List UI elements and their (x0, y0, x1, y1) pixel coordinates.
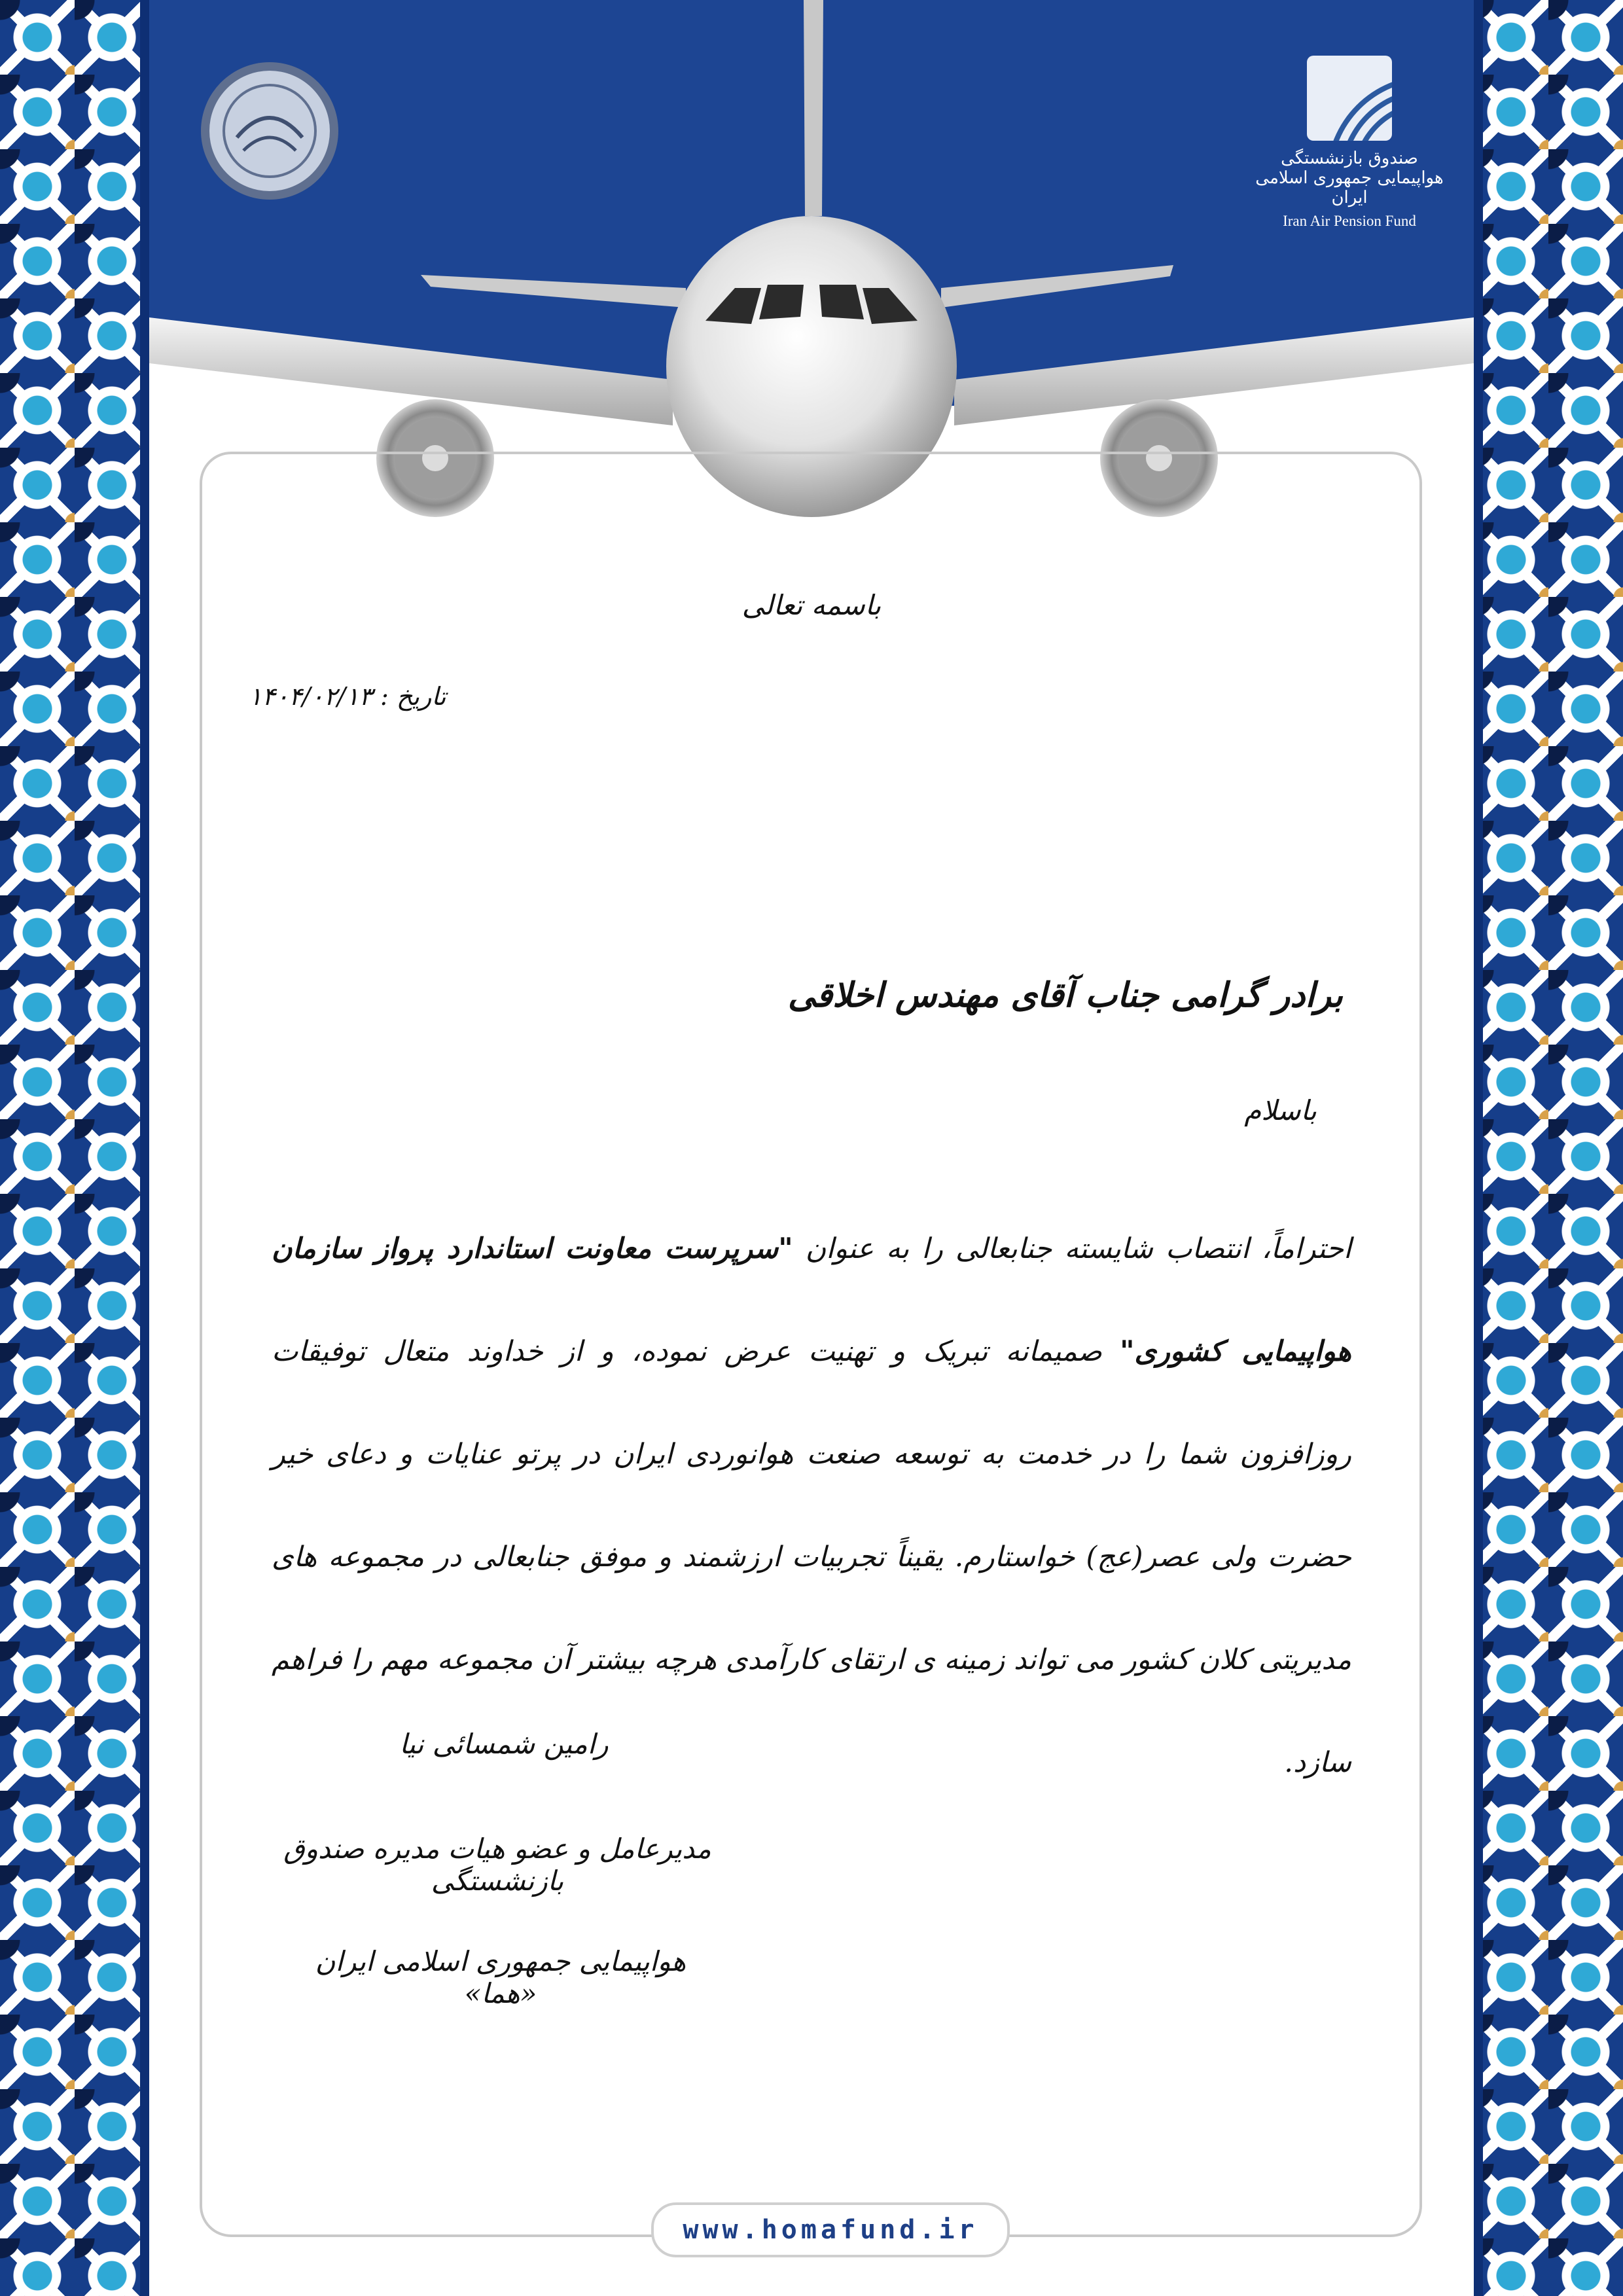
signatory-organization: هواپیمایی جمهوری اسلامی ایران «هما» (315, 1945, 687, 2009)
greeting: باسلام (1244, 1094, 1317, 1126)
appointment-title: "سرپرست معاونت استاندارد پرواز سازمان هواپیمایی کشوری" (272, 1232, 1352, 1368)
signatory-title: مدیرعامل و عضو هیات مدیره صندوق بازنشستگی (283, 1833, 711, 1897)
seal-emblem-icon (198, 59, 342, 203)
left-tile-border (0, 0, 149, 2296)
bismillah-heading: باسمه تعالی (741, 589, 882, 621)
tail-fin (804, 0, 823, 216)
body-text: صمیمانه تبریک و تهنیت عرض نموده، و از خداوند متعال توفیقات روزافزون شما را در خدمت به توسعه صنعت هوانوردی ایران در پرتو عنایات و دعای خیر حضرت ولی عصر(عج) خواستارم. یقیناً تجربیات ارزشمند و موفق جنابعالی در مجموعه های مدیریتی کلان کشور می تواند زمینه ی ارتقای کارآمدی هرچه بیشتر آن مجموعه مهم را فراهم سازد. (272, 1335, 1351, 1779)
date-label: تاریخ : (380, 682, 446, 711)
date-value: ۱۴۰۴/۰۲/۱۳ (249, 682, 372, 711)
fund-name-en: Iran Air Pension Fund (1283, 213, 1416, 229)
fund-logo-icon (1307, 56, 1392, 141)
letter-date (249, 682, 446, 711)
fund-name-fa: صندوق بازنشستگی هواپیمایی جمهوری اسلامی ایران (1255, 149, 1444, 207)
letter-body (272, 1198, 1351, 1814)
right-tile-border (1474, 0, 1623, 2296)
body-prefix: احتراماً، انتصاب شایسته جنابعالی را به عنوان (805, 1232, 1351, 1265)
fund-logo (1251, 56, 1448, 230)
production-year-seal (198, 59, 342, 203)
recipient-salutation: برادر گرامی جناب آقای مهندس اخلاقی (787, 975, 1343, 1015)
website-link[interactable]: www.homafund.ir (651, 2202, 1010, 2257)
signatory-name: رامین شمسائی نیا (399, 1728, 609, 1760)
